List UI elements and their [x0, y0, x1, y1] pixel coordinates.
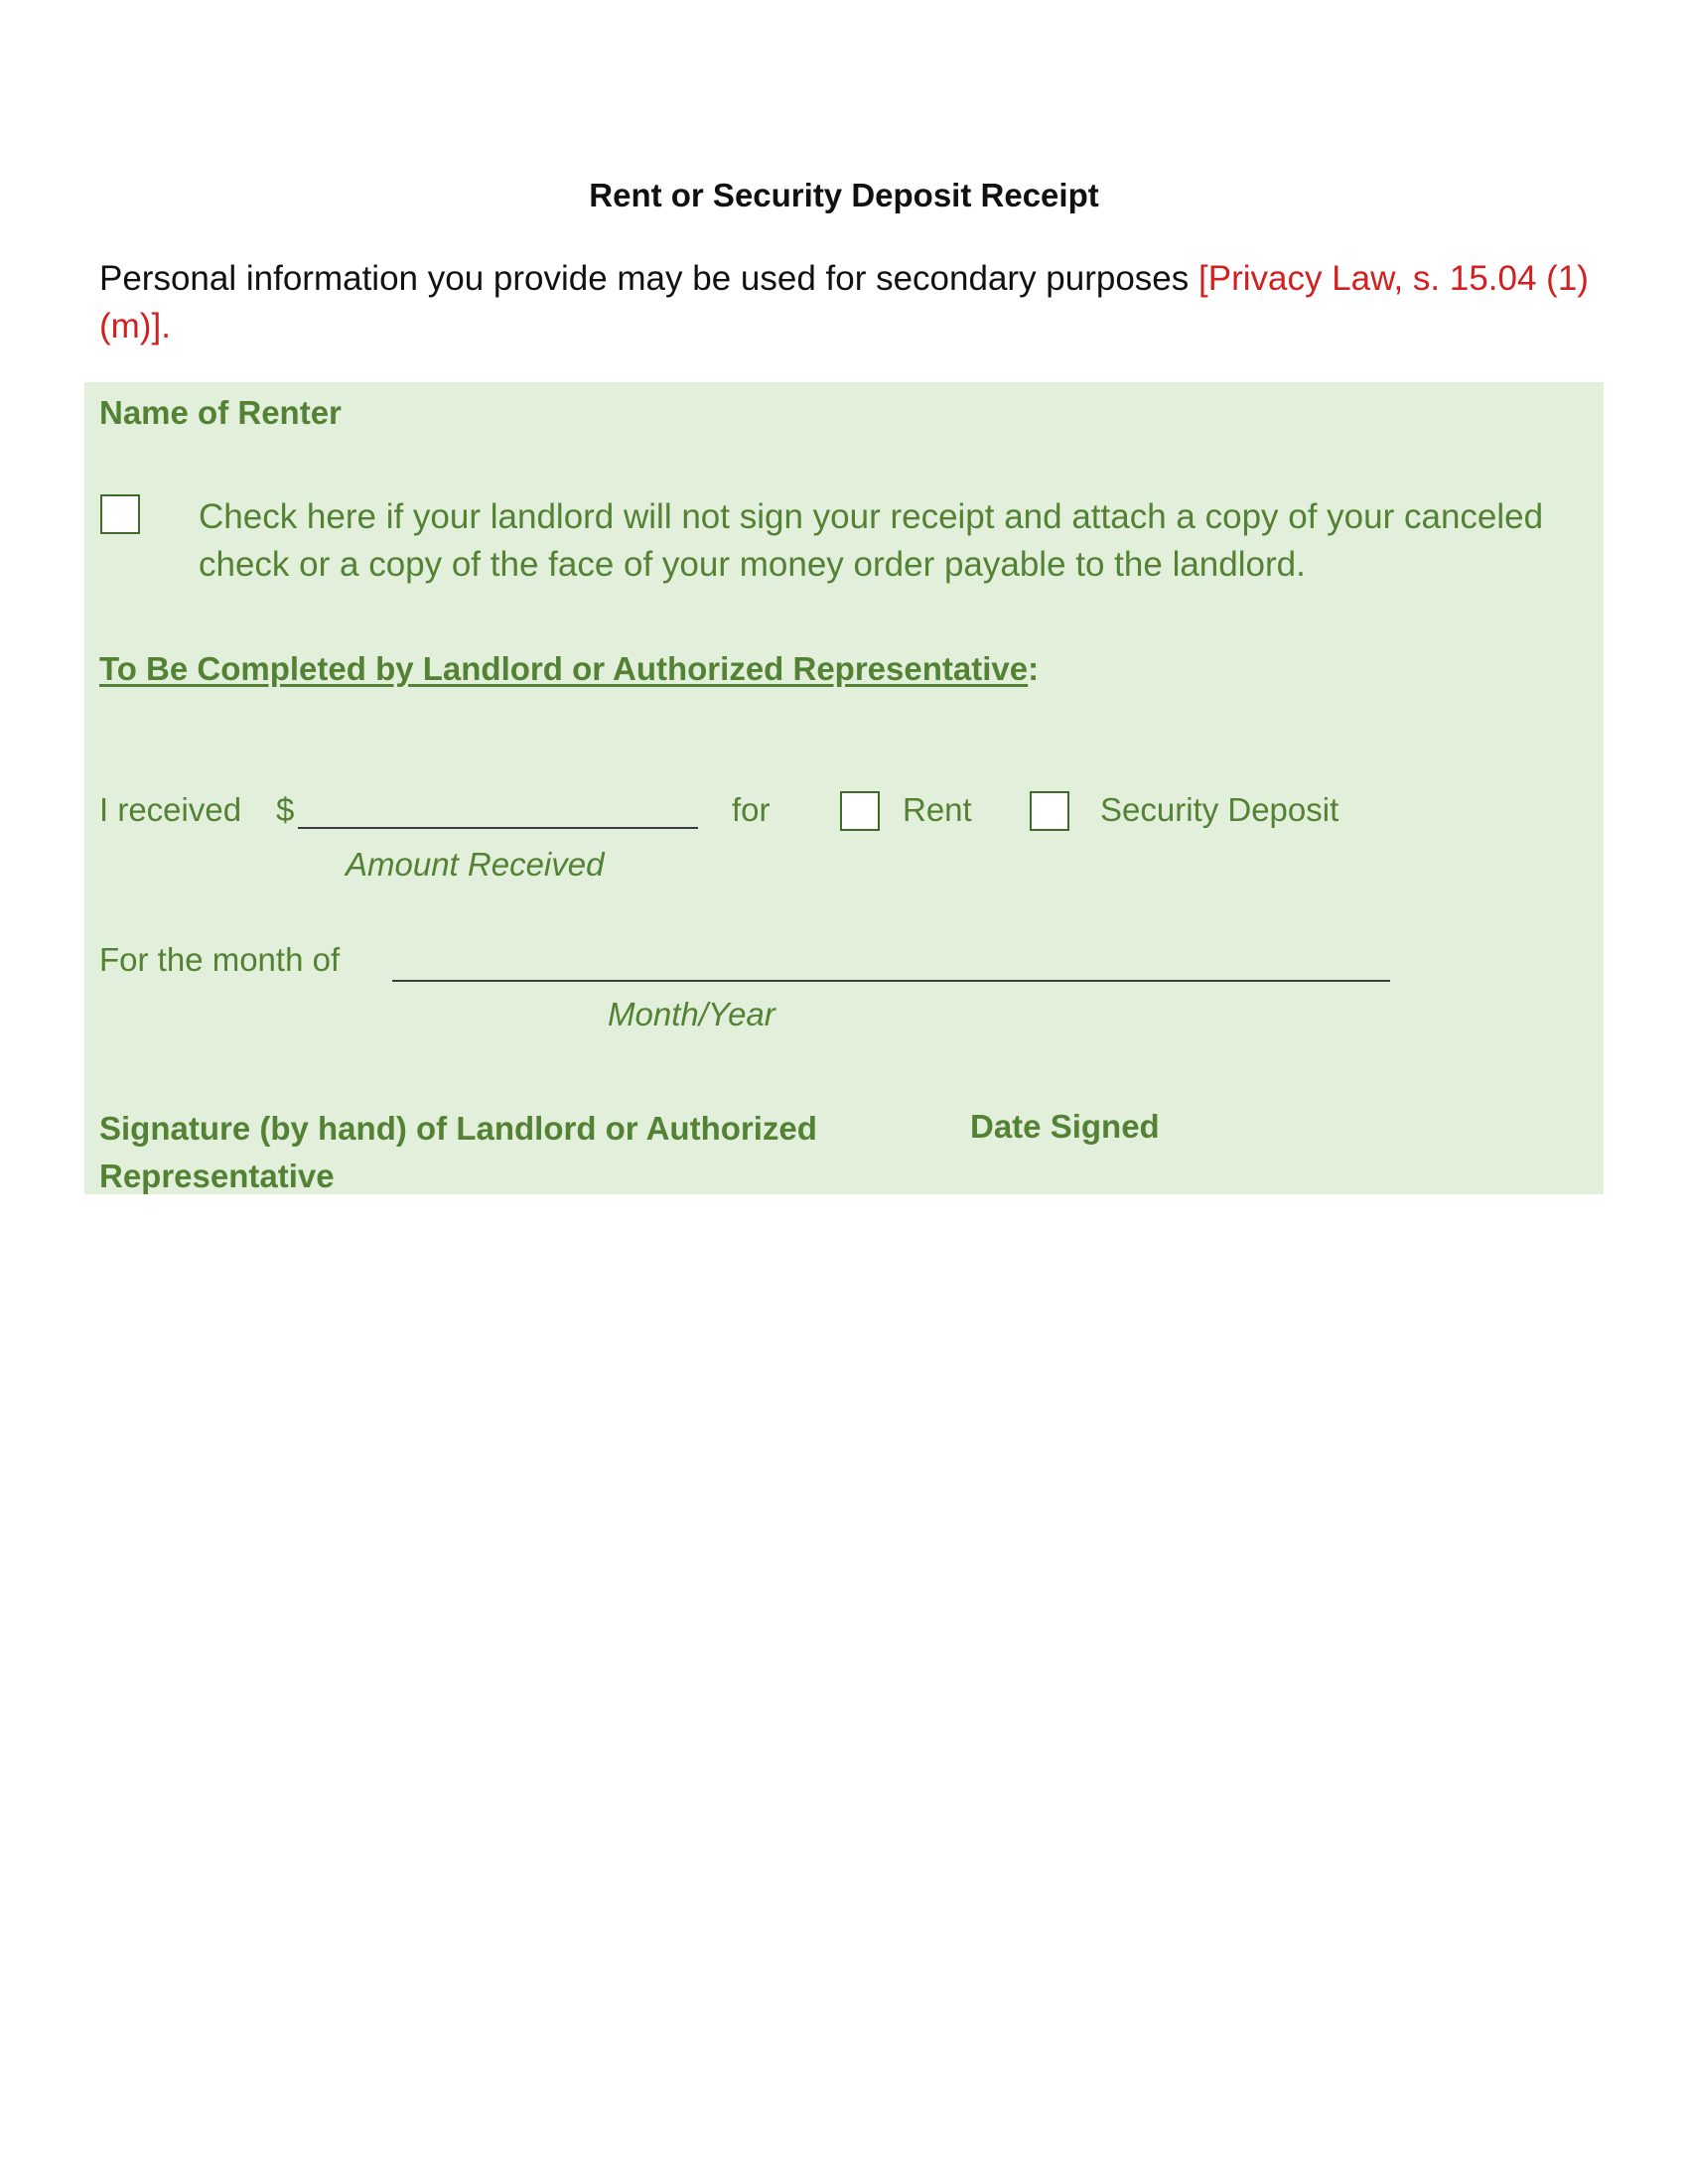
- rent-checkbox[interactable]: [840, 791, 880, 831]
- landlord-section-heading: [99, 650, 1039, 688]
- landlord-signature-label: Signature (by hand) of Landlord or Authorized Representative: [99, 1110, 817, 1194]
- privacy-notice: [99, 255, 1589, 350]
- received-label: I received: [99, 791, 242, 828]
- month-year-caption: Month/Year: [608, 996, 775, 1032]
- landlord-section-heading-colon: :: [1028, 650, 1040, 687]
- privacy-law-citation: [Privacy Law, s. 15.04 (1)(m)].: [99, 259, 1589, 345]
- rent-option-label: Rent: [903, 791, 972, 828]
- amount-received-line[interactable]: [298, 827, 698, 829]
- security-deposit-option-label: Security Deposit: [1100, 791, 1339, 828]
- no-landlord-signature-checkbox[interactable]: [100, 494, 140, 534]
- privacy-notice-text: Personal information you provide may be used for secondary purposes: [99, 259, 1198, 298]
- no-landlord-signature-text: Check here if your landlord will not sign your receipt and attach a copy of your canceled check or a copy of the face of your money order payable to the landlord.: [199, 497, 1544, 584]
- landlord-section-heading-text: To Be Completed by Landlord or Authorized Representative: [99, 650, 1029, 687]
- currency-symbol: $: [276, 791, 295, 828]
- for-label: for: [732, 791, 771, 828]
- renter-name-label: Name of Renter: [99, 394, 342, 431]
- month-year-line[interactable]: [392, 980, 1390, 982]
- month-label: For the month of: [99, 941, 341, 978]
- amount-received-caption: Amount Received: [346, 846, 605, 883]
- document-title: Rent or Security Deposit Receipt: [589, 177, 1099, 213]
- date-signed-label: Date Signed: [970, 1108, 1160, 1145]
- security-deposit-checkbox[interactable]: [1030, 791, 1069, 831]
